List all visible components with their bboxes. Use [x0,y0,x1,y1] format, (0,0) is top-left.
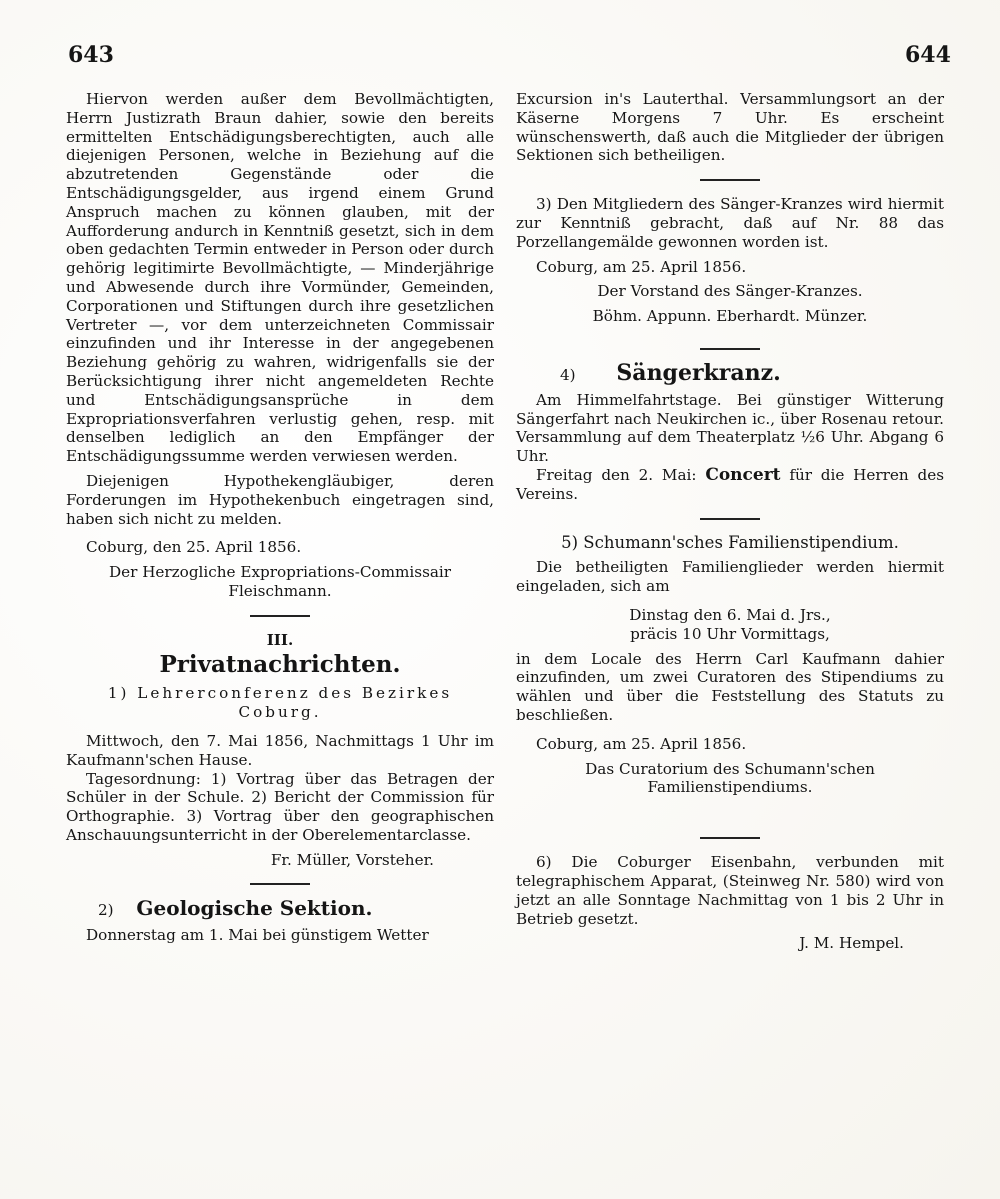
item2-text: Donnerstag am 1. Mai bei günstigem Wetter [86,926,429,945]
item2-title: Geologische Sektion. [136,896,373,921]
item1-schedule: Mittwoch, den 7. Mai 1856, Nachmittags 1 Uhr im Kaufmann'schen Hause. [66,731,494,769]
item4-heading [516,359,944,386]
left-column [66,90,494,945]
item4-title: Sängerkranz. [616,359,781,386]
item6-text: 6) Die Coburger Eisenbahn, verbunden mit telegraphischem Apparat, (Steinweg Nr. 580) wird von jetzt an alle Sonntage Nachmittag von 1 bis 2 Uhr in Betrieb gesetzt. [516,853,944,928]
page-number-right: 644 [905,42,951,68]
item2-continuation: Excursion in's Lauterthal. Versammlungsort an der Käserne Morgens 7 Uhr. Es erscheint wünschenswerth, daß auch die Mitglieder der übrigen Sektionen sich betheiligen. [516,90,944,165]
item1-title-place: Coburg. [238,703,322,722]
divider [700,518,760,520]
divider [700,348,760,350]
item5-signature: Das Curatorium des Schumann'schen Familienstipendiums. [585,759,875,797]
item1-agenda: Tagesordnung: 1) Vortrag über das Betragen der Schüler in der Schule. 2) Bericht der Commission für Orthographie. 3) Vortrag über den geographischen Anschauungsunterricht in der Oberelementarclasse. [66,769,494,844]
item5-date-line: Dinstag den 6. Mai d. Jrs., [629,605,831,624]
item4-concert-word: Concert [705,464,781,485]
item5-invitation: Die betheiligten Familienglieder werden hiermit eingeladen, sich am [516,558,944,596]
item1-signature: Fr. Müller, Vorsteher. [270,850,434,869]
mortgage-creditors-note: Diejenigen Hypothekengläubiger, deren Forderungen im Hypothekenbuch eingetragen sind, haben sich nicht zu melden. [66,471,494,528]
item1-title: 1) Lehrerconferenz des Bezirkes [107,684,453,703]
item5-text: in dem Locale des Herrn Carl Kaufmann dahier einzufinden, um zwei Curatoren des Stipendiums zu wählen und über die Feststellung des Statuts zu beschließen. [516,649,944,724]
section-title: Privatnachrichten. [159,650,401,678]
commissioner-name: Fleischmann. [228,581,332,600]
item6-signature: J. M. Hempel. [799,934,904,953]
section-number: III. [266,630,294,649]
item5-title: 5) Schumann'sches Familienstipendium. [561,532,899,552]
item4-concert [516,466,944,504]
item4-text: Am Himmelfahrtstage. Bei günstiger Witterung Sängerfahrt nach Neukirchen ic., über Rosenau retour. Versammlung auf dem Theaterplatz ½6 Uhr. Abgang 6 Uhr. [516,390,944,466]
item2-heading [66,896,494,921]
item3-text: 3) Den Mitgliedern des Sänger-Kranzes wird hiermit zur Kenntniß gebracht, daß auf Nr. 88 das Porzellangemälde gewonnen worden ist. [516,195,944,251]
notice-date: Coburg, den 25. April 1856. [86,538,302,557]
item2-number: 2) [98,901,114,920]
divider [700,179,760,181]
item5-place-date: Coburg, am 25. April 1856. [536,734,747,753]
right-column [516,90,944,953]
item3-board: Der Vorstand des Sänger-Kranzes. [597,282,863,301]
item3-names: Böhm. Appunn. Eberhardt. Münzer. [592,307,868,326]
divider [700,837,760,839]
item4-concert-date: Freitag den 2. Mai: [536,465,697,484]
divider [250,883,310,885]
divider [250,615,310,617]
commissioner-title: Der Herzogliche Expropriations-Commissair [108,563,452,582]
expropriation-notice-text: Hiervon werden außer dem Bevollmächtigten, Herrn Justizrath Braun dahier, sowie den bereits ermittelten Entschädigungsberechtigten, auch alle diejenigen Personen, welche in Beziehung auf die abzutretenden Gegenstände oder die Entschädigungsgelder, aus irgend einem Grund Anspruch machen zu können glauben, mit der Aufforderung andurch in Kenntniß gesetzt, sich in dem oben gedachten Termin entweder in Person oder durch gehörig legitimirte Bevollmächtigte, — Minderjährige und Abwesende durch ihre Vormünder, Gemeinden, Corporationen und Stiftungen durch ihre gesetzlichen Vertreter —, vor dem unterzeichneten Commissair einzufinden und ihr Interesse in der angegebenen Beziehung gehörig zu wahren, widrigenfalls sie der Berücksichtigung ihrer nicht angemeldeten Rechte und Entschädigungsansprüche in dem Expropriationsverfahren verlustig gehen, resp. mit denselben lediglich an den Empfänger der Entschädigungssumme werden verwiesen werden. [66,90,494,466]
item5-time-line: präcis 10 Uhr Vormittags, [630,624,830,643]
item4-number: 4) [560,365,576,384]
item4-concert-rest: für die Herren des Vereins. [516,465,945,503]
item3-date: Coburg, am 25. April 1856. [536,257,747,276]
page-number-left: 643 [68,42,114,68]
